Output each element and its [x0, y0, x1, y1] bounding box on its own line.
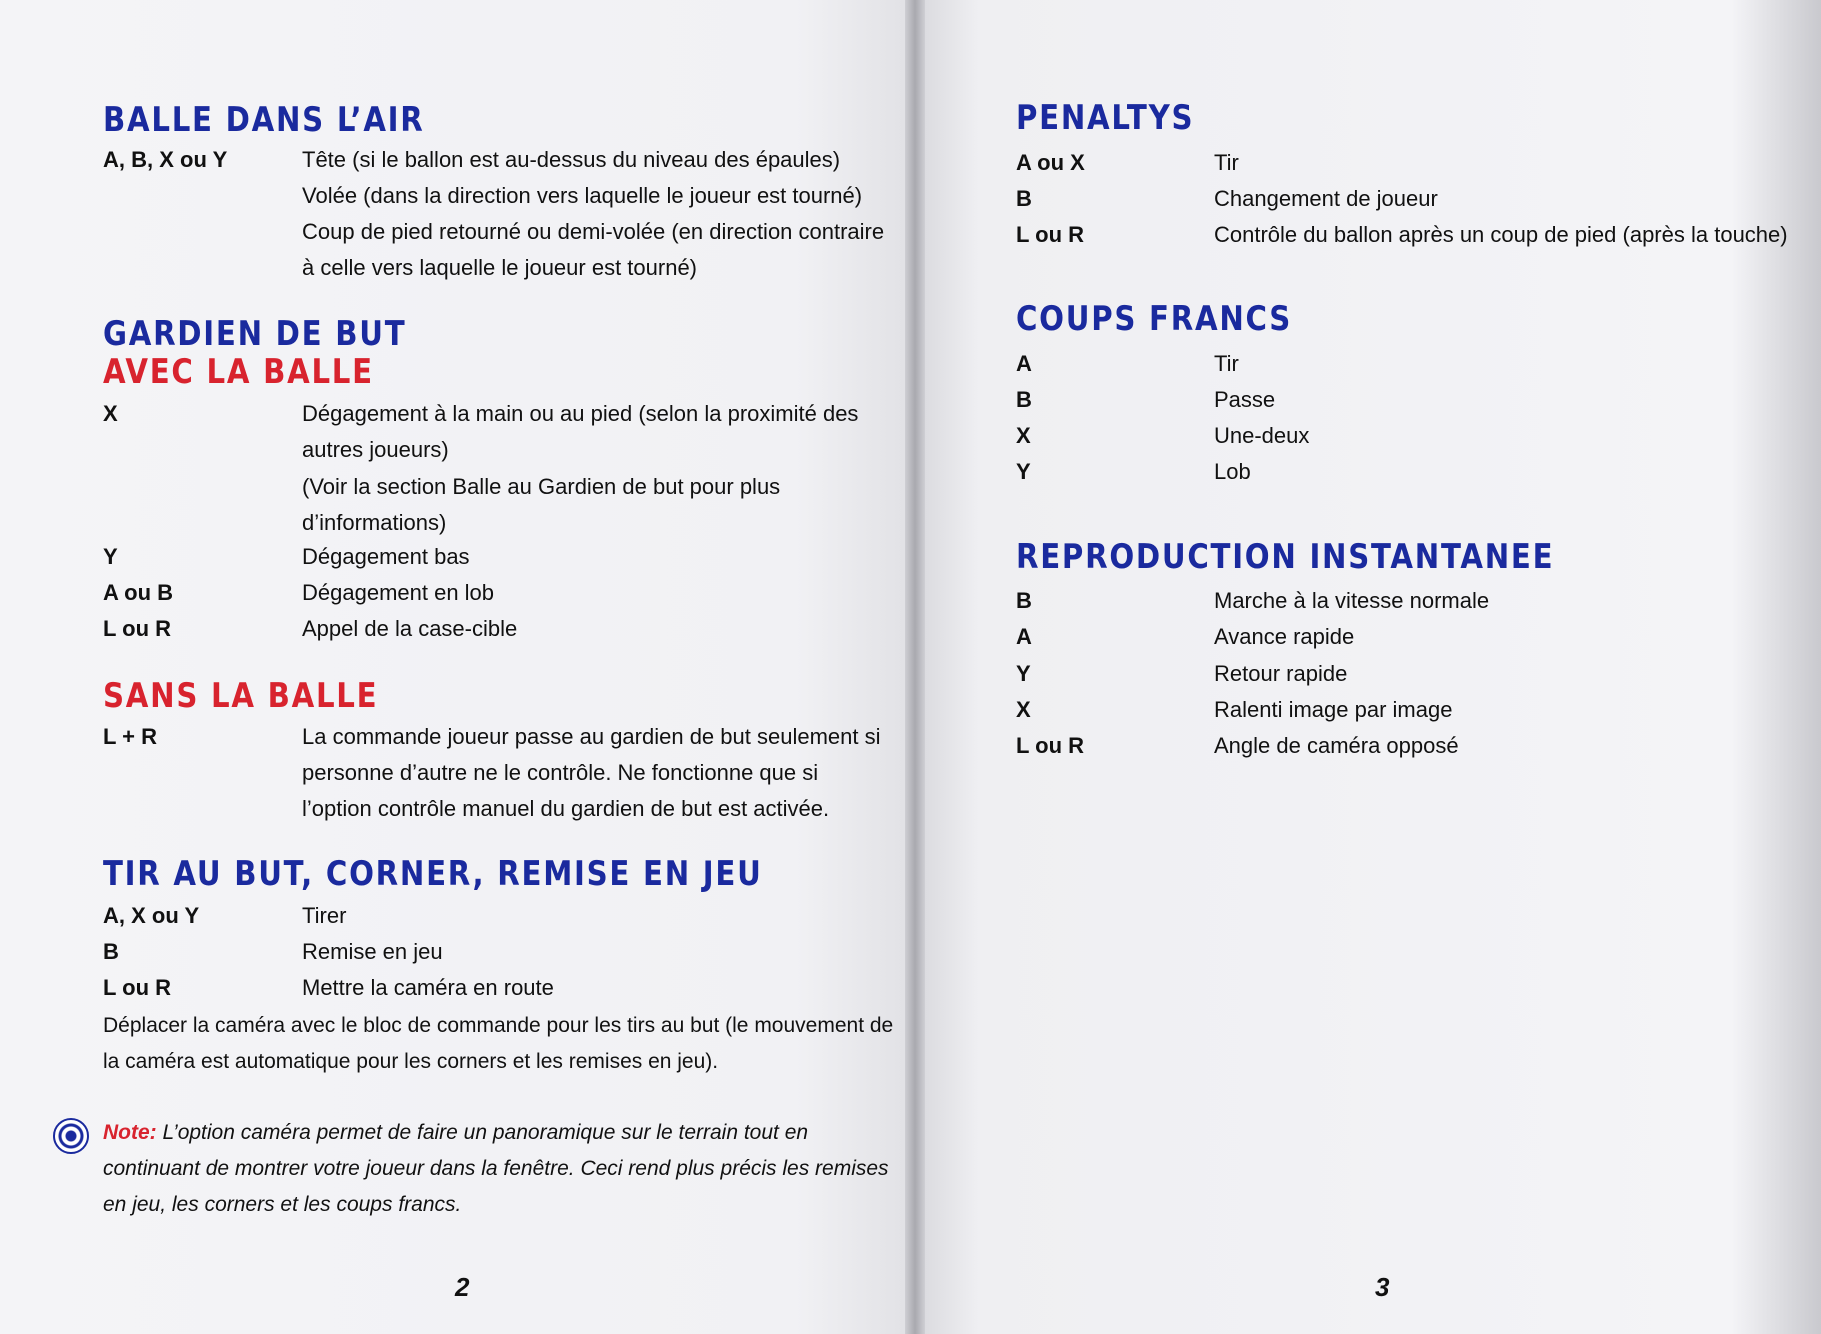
control-key: Y: [103, 544, 118, 569]
control-key: A: [1016, 351, 1032, 376]
paragraph-line: la caméra est automatique pour les corners et les remises en jeu).: [103, 1050, 719, 1073]
control-key: L + R: [103, 724, 158, 749]
control-description: Coup de pied retourné ou demi-volée (en direction contraire: [302, 219, 885, 244]
left-page: [0, 0, 905, 1334]
control-description: Volée (dans la direction vers laquelle le joueur est tourné): [302, 183, 863, 208]
control-description: Mettre la caméra en route: [302, 975, 554, 1000]
control-description: personne d’autre ne le contrôle. Ne fonctionne que si: [302, 760, 819, 785]
control-description: Dégagement bas: [302, 544, 470, 569]
control-description: Une-deux: [1214, 423, 1310, 448]
control-key: A, B, X ou Y: [103, 147, 228, 172]
control-description: Passe: [1214, 387, 1276, 412]
control-description: Tir: [1214, 351, 1239, 376]
note-line: continuant de montrer votre joueur dans la fenêtre. Ceci rend plus précis les remises: [103, 1157, 889, 1180]
section-subtitle-avec-balle: AVEC LA BALLE: [103, 352, 374, 392]
right-page: [925, 0, 1821, 1334]
control-description: Changement de joueur: [1214, 186, 1438, 211]
control-description: Tirer: [302, 903, 347, 928]
control-description: Marche à la vitesse normale: [1214, 588, 1490, 613]
section-title-sans-balle: SANS LA BALLE: [103, 676, 379, 716]
control-description: Dégagement en lob: [302, 580, 495, 605]
note-text: L’option caméra permet de faire un panoramique sur le terrain tout en: [162, 1121, 809, 1144]
control-key: Y: [1016, 459, 1031, 484]
control-description: l’option contrôle manuel du gardien de but est activée.: [302, 796, 830, 821]
section-title-gardien: GARDIEN DE BUT: [103, 314, 407, 354]
page-number: 3: [1375, 1272, 1390, 1302]
control-key: L ou R: [1016, 222, 1085, 247]
section-title-reproduction: REPRODUCTION INSTANTANEE: [1016, 537, 1555, 577]
control-key: L ou R: [103, 616, 172, 641]
control-description: Contrôle du ballon après un coup de pied (après la touche): [1214, 222, 1788, 247]
control-description: Avance rapide: [1214, 624, 1355, 649]
control-key: L ou R: [1016, 733, 1085, 758]
book-gutter: [905, 0, 925, 1334]
control-description: Remise en jeu: [302, 939, 443, 964]
control-description: Retour rapide: [1214, 661, 1348, 686]
control-description: d’informations): [302, 510, 447, 535]
control-key: B: [1016, 186, 1032, 211]
right-page-content: [1016, 0, 1788, 1334]
control-description: La commande joueur passe au gardien de but seulement si: [302, 724, 881, 749]
control-description: Appel de la case-cible: [302, 616, 518, 641]
note-line: [103, 1115, 808, 1151]
control-description: Angle de caméra opposé: [1214, 733, 1459, 758]
control-key: X: [103, 401, 118, 426]
control-description: Ralenti image par image: [1214, 697, 1453, 722]
note-line: en jeu, les corners et les coups francs.: [103, 1193, 462, 1216]
section-title-coups-francs: COUPS FRANCS: [1016, 299, 1293, 339]
control-description: (Voir la section Balle au Gardien de but pour plus: [302, 474, 781, 499]
control-key: X: [1016, 423, 1031, 448]
section-title-penaltys: PENALTYS: [1016, 98, 1195, 138]
note-label: Note:: [103, 1121, 157, 1144]
control-description: Tir: [1214, 150, 1239, 175]
control-key: L ou R: [103, 975, 172, 1000]
control-key: A, X ou Y: [103, 903, 200, 928]
control-description: autres joueurs): [302, 437, 449, 462]
control-key: B: [1016, 387, 1032, 412]
control-description: Tête (si le ballon est au-dessus du niveau des épaules): [302, 147, 841, 172]
control-key: B: [103, 939, 119, 964]
control-key: Y: [1016, 661, 1031, 686]
page-number: 2: [455, 1272, 470, 1302]
control-key: B: [1016, 588, 1032, 613]
control-key: A: [1016, 624, 1032, 649]
section-title-balle-dans-air: BALLE DANS L’AIR: [103, 100, 425, 140]
control-description: à celle vers laquelle le joueur est tourné): [302, 255, 698, 280]
control-description: Lob: [1214, 459, 1251, 484]
soccer-ball-icon: [53, 1118, 89, 1154]
section-title-tir-au-but: TIR AU BUT, CORNER, REMISE EN JEU: [103, 854, 763, 894]
control-key: A ou X: [1016, 150, 1085, 175]
paragraph-line: Déplacer la caméra avec le bloc de commande pour les tirs au but (le mouvement de: [103, 1014, 894, 1037]
control-key: X: [1016, 697, 1031, 722]
control-key: A ou B: [103, 580, 174, 605]
control-description: Dégagement à la main ou au pied (selon la proximité des: [302, 401, 859, 426]
left-page-content: [103, 0, 894, 1334]
